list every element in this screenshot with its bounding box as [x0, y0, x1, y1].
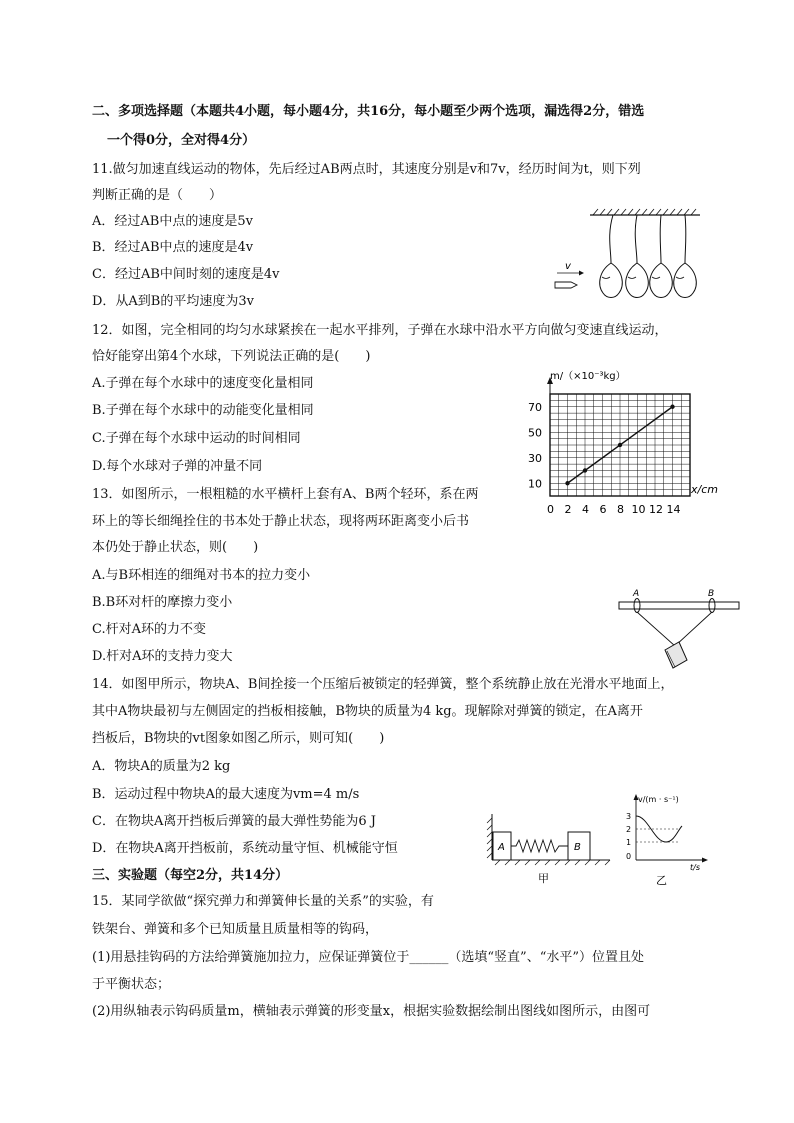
data-point [670, 405, 674, 409]
spring-blocks-figure [486, 810, 614, 888]
q13-option-d: D.杆对A环的支持力变大 [92, 649, 233, 664]
data-point [565, 481, 569, 485]
q12-option-b: B.子弹在每个水球中的动能变化量相同 [92, 403, 314, 418]
water-ball-1 [600, 263, 623, 298]
q11-option-d: D．从A到B的平均速度为3v [92, 294, 254, 309]
q12-option-a: A.子弹在每个水球中的速度变化量相同 [92, 376, 314, 391]
water-ball-3 [650, 263, 673, 298]
y-tick-label: 70 [528, 400, 542, 414]
chart-xlabel: x/cm [691, 483, 718, 496]
water-balls-figure [545, 205, 705, 310]
block-b-label: B [574, 842, 581, 853]
q12-stem-line1: 12．如图，完全相同的均匀水球紧挨在一起水平排列，子弹在水球中沿水平方向做匀变速直线运动， [92, 323, 668, 338]
q15-stem-line2: 铁架台、弹簧和多个已知质量且质量相等的钩码， [92, 922, 379, 937]
ring-a [634, 599, 640, 613]
q14-option-d: D．在物块A离开挡板前，系统动量守恒、机械能守恒 [92, 841, 398, 856]
q14-stem-line2: 其中A物块最初与左侧固定的挡板相接触，B物块的质量为4 kg。现解除对弹簧的锁定，在A离开 [92, 704, 643, 719]
q13-stem-line2: 环上的等长细绳拴住的书本处于静止状态，现将两环距离变小后书 [92, 514, 470, 529]
y-tick-label: 10 [528, 477, 542, 491]
q13-option-a: A.与B环相连的细绳对书本的拉力变小 [92, 568, 311, 583]
y-tick-label: 50 [528, 426, 542, 440]
ring-b [709, 599, 715, 613]
chart-axes [547, 377, 690, 496]
q11-stem-line2: 判断正确的是（ ） [92, 188, 223, 203]
caption-jia: 甲 [538, 872, 549, 885]
q11-option-c: C．经过AB中间时刻的速度是4v [92, 267, 280, 282]
q14-option-b: B．运动过程中物块A的最大速度为vm=4 m/s [92, 787, 360, 802]
vt-curve [636, 816, 682, 842]
vt-xlabel: t/s [690, 863, 700, 872]
q13-option-c: C.杆对A环的力不变 [92, 622, 207, 637]
x-tick-label: 12 [649, 503, 663, 516]
x-tick-label: 6 [599, 503, 607, 516]
q12-stem-line2: 恰好能穿出第4个水球，下列说法正确的是( ) [92, 349, 371, 364]
q15-part1-line1: (1)用悬挂钩码的方法给弹簧施加拉力，应保证弹簧位于______（选填“竖直”、“水平”）位置且处 [92, 950, 644, 965]
x-tick-label: 10 [631, 503, 646, 516]
q12-option-c: C.子弹在每个水球中运动的时间相同 [92, 431, 301, 446]
x-tick-label: 2 [564, 503, 572, 516]
caption-yi: 乙 [656, 874, 667, 887]
data-point [583, 468, 587, 472]
q14-stem-line1: 14．如图甲所示，物块A、B间拴接一个压缩后被锁定的轻弹簧，整个系统静止放在光滑水平地面上， [92, 677, 674, 692]
book [665, 642, 687, 668]
x-tick-label: 4 [582, 503, 589, 516]
string-4 [685, 215, 686, 263]
x-tick-label: 8 [617, 503, 624, 516]
section2-title-line1: 二、多项选择题（本题共4小题，每小题4分，共16分，每小题至少两个选项，漏选得2分，错选 [92, 104, 645, 119]
q14-stem-line3: 挡板后，B物块的vt图象如图乙所示，则可知( ) [92, 731, 385, 746]
q12-option-d: D.每个水球对子弹的冲量不同 [92, 459, 263, 474]
section2-title-line2: 一个得0分，全对得4分） [107, 133, 256, 148]
q13-option-b: B.B环对杆的摩擦力变小 [92, 595, 233, 610]
vt-ytick-2: 2 [626, 825, 632, 834]
horizontal-rod [619, 602, 739, 609]
string-3 [660, 215, 661, 263]
vt-ytick-3: 3 [626, 812, 632, 821]
q15-part1-line2: 于平衡状态； [92, 977, 171, 992]
ring-b-label: B [708, 589, 715, 599]
rope-a [637, 612, 675, 646]
string-1 [610, 215, 613, 263]
rod-rings-figure [615, 588, 745, 672]
mass-extension-chart [512, 368, 722, 526]
q14-option-c: C．在物块A离开挡板后弹簧的最大弹性势能为6 J [92, 814, 376, 829]
q11-option-a: A．经过AB中点的速度是5v [92, 214, 253, 229]
q11-stem-line1: 11.做匀加速直线运动的物体，先后经过AB两点时，其速度分别是v和7v，经历时间为t，则下列 [92, 162, 641, 177]
section3-title: 三、实验题（每空2分，共14分） [92, 868, 289, 883]
water-ball-4 [674, 263, 697, 298]
vt-ytick-1: 1 [626, 838, 632, 847]
q13-stem-line3: 本仍处于静止状态，则( ) [92, 540, 259, 555]
q15-stem-line1: 15．某同学欲做“探究弹力和弹簧伸长量的关系”的实验，有 [92, 894, 434, 909]
bullet [555, 282, 577, 288]
block-a-label: A [498, 842, 505, 853]
q13-stem-line1: 13．如图所示，一根粗糙的水平横杆上套有A、B两个轻环，系在两 [92, 487, 479, 502]
q11-option-b: B．经过AB中点的速度是4v [92, 240, 254, 255]
q15-part2-line1: (2)用纵轴表示钩码质量m，横轴表示弹簧的形变量x，根据实验数据绘制出图线如图所示，由图可 [92, 1004, 651, 1019]
vt-ytick-0: 0 [626, 852, 632, 861]
chart-ylabel: m/（×10⁻³kg） [550, 371, 626, 382]
string-2 [635, 215, 637, 263]
velocity-label: v [565, 261, 571, 272]
water-ball-2 [626, 263, 649, 298]
x-tick-label: 14 [666, 503, 681, 516]
vt-ylabel: v/(m · s⁻¹) [638, 795, 679, 804]
spring [511, 840, 568, 852]
q14-option-a: A．物块A的质量为2 kg [92, 759, 231, 774]
data-point [618, 443, 622, 447]
y-tick-label: 30 [528, 451, 542, 465]
rope-b [675, 612, 712, 646]
vt-graph-figure [620, 792, 710, 888]
x-tick-label: 0 [547, 503, 554, 516]
ring-a-label: A [633, 589, 640, 599]
